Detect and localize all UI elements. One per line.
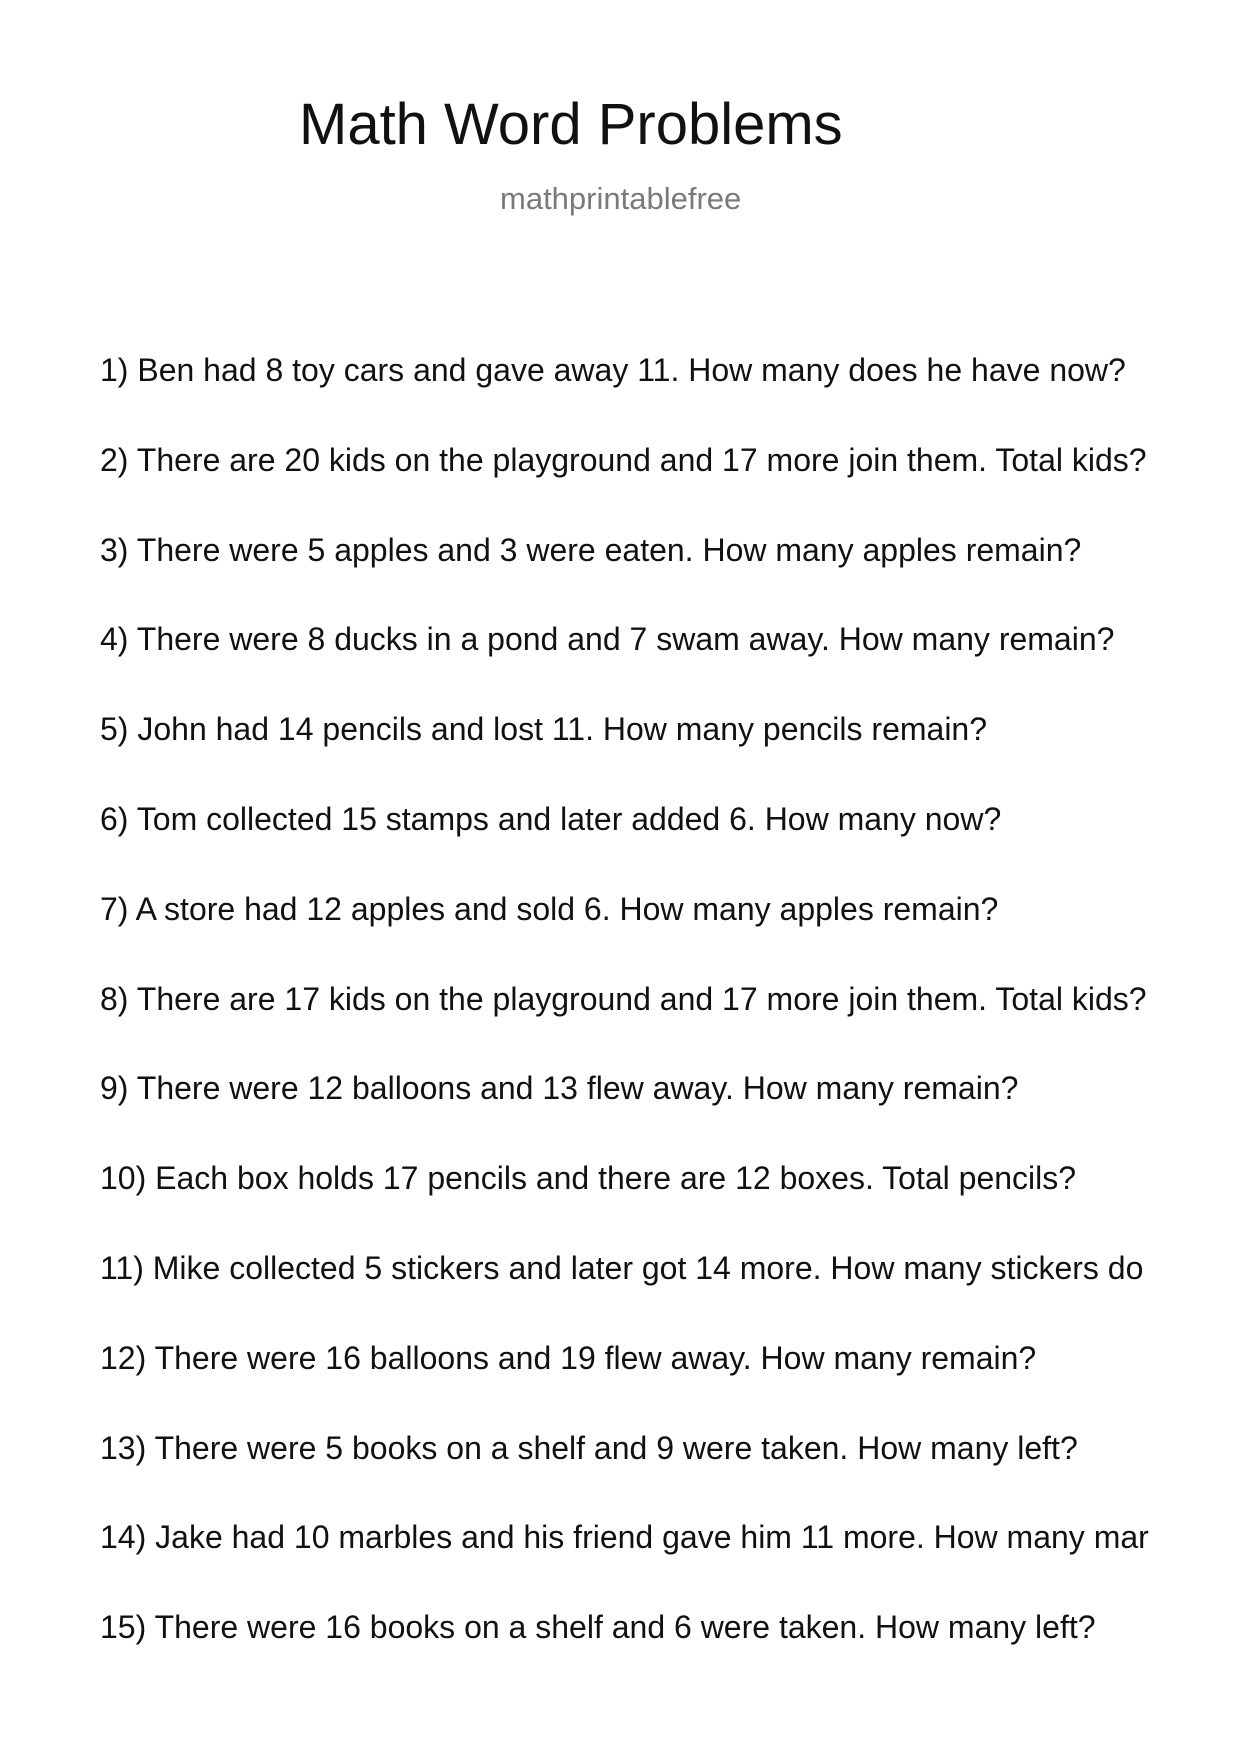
problem-item: 14) Jake had 10 marbles and his friend gave him 11 more. How many mar [100, 1519, 1149, 1556]
page-title: Math Word Problems [299, 92, 843, 157]
problem-item: 5) John had 14 pencils and lost 11. How many pencils remain? [100, 711, 988, 748]
problem-item: 12) There were 16 balloons and 19 flew away. How many remain? [100, 1339, 1037, 1376]
problem-item: 15) There were 16 books on a shelf and 6 were taken. How many left? [100, 1609, 1096, 1646]
problem-item: 9) There were 12 balloons and 13 flew away. How many remain? [100, 1070, 1019, 1107]
problem-list [100, 350, 1240, 1697]
page-subtitle: mathprintablefree [500, 181, 742, 216]
problem-item: 7) A store had 12 apples and sold 6. How many apples remain? [100, 890, 999, 927]
problem-item: 6) Tom collected 15 stamps and later added 6. How many now? [100, 800, 1002, 837]
problem-item: 3) There were 5 apples and 3 were eaten. How many apples remain? [100, 531, 1082, 568]
problem-item: 10) Each box holds 17 pencils and there are 12 boxes. Total pencils? [100, 1160, 1077, 1197]
problem-item: 13) There were 5 books on a shelf and 9 were taken. How many left? [100, 1429, 1078, 1466]
problem-item: 8) There are 17 kids on the playground and 17 more join them. Total kids? [100, 980, 1147, 1017]
problem-item: 11) Mike collected 5 stickers and later got 14 more. How many stickers do [100, 1249, 1144, 1286]
problem-item: 4) There were 8 ducks in a pond and 7 swam away. How many remain? [100, 621, 1115, 658]
problem-item: 2) There are 20 kids on the playground and 17 more join them. Total kids? [100, 441, 1147, 478]
problem-item: 1) Ben had 8 toy cars and gave away 11. How many does he have now? [100, 352, 1126, 388]
